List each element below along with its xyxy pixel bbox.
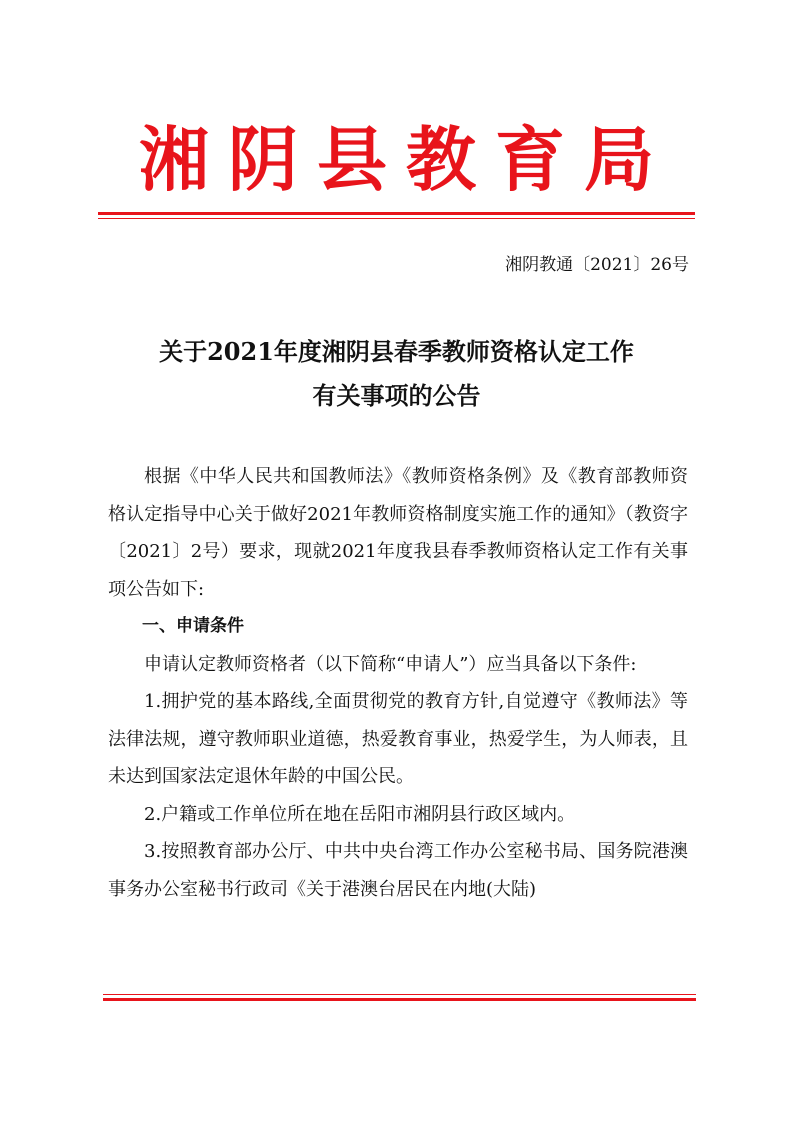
document-body <box>108 458 688 908</box>
condition-item-1: 1.拥护党的基本路线,全面贯彻党的教育方针,自觉遵守《教师法》等法律法规，遵守教师职业道德，热爱教育事业，热爱学生，为人师表，且未达到国家法定退休年龄的中国公民。 <box>108 691 688 787</box>
document-number: 湘阴教通〔2021〕26号 <box>505 255 689 275</box>
masthead-rule-thick <box>98 212 695 215</box>
condition-item-2: 2.户籍或工作单位所在地在岳阳市湘阴县行政区域内。 <box>144 803 576 825</box>
condition-item-3: 3.按照教育部办公厅、中共中央台湾工作办公室秘书局、国务院港澳事务办公室秘书行政司《关于港澳台居民在内地(大陆) <box>108 841 688 900</box>
footer-rule-thick <box>103 998 696 1001</box>
footer-rule-thin <box>103 994 696 995</box>
masthead-rule-thin <box>98 218 695 219</box>
document-title-line-2: 有关事项的公告 <box>312 381 481 410</box>
intro-paragraph: 根据《中华人民共和国教师法》《教师资格条例》及《教育部教师资格认定指导中心关于做好2021年教师资格制度实施工作的通知》（教资字〔2021〕2号）要求，现就2021年度我县春季教师资格认定工作有关事项公告如下: <box>108 466 688 600</box>
document-title-line-1: 关于2021年度湘阴县春季教师资格认定工作 <box>159 337 634 366</box>
section-heading-application-conditions: 一、申请条件 <box>142 616 244 636</box>
section-intro-paragraph: 申请认定教师资格者（以下简称“申请人”）应当具备以下条件: <box>144 653 637 675</box>
agency-masthead: 湘阴县教育局 <box>139 118 673 201</box>
document-title <box>60 330 733 418</box>
